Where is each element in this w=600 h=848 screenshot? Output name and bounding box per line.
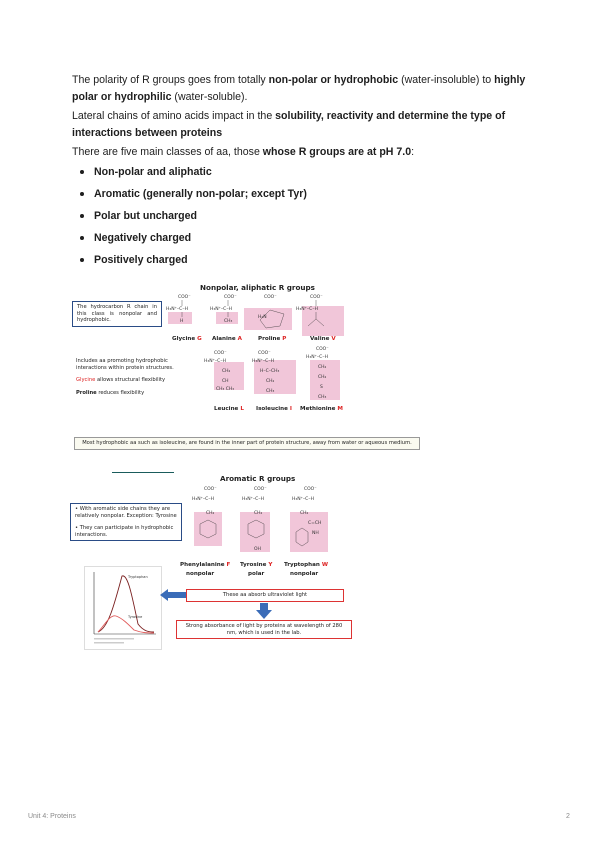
list-item: Aromatic (generally non-polar; except Tyr) xyxy=(72,186,307,208)
svg-text:CH₂: CH₂ xyxy=(266,379,275,384)
hydrophobic-note: Most hydrophobic aa such as isoleucine, are found in the inner part of protein structure, away from water or aqueous medium. xyxy=(74,437,420,450)
text: There are five main classes of aa, those xyxy=(72,146,263,158)
aa-classes-list xyxy=(72,164,307,274)
svg-text:OH: OH xyxy=(254,547,261,552)
aa-name: Proline xyxy=(258,336,281,342)
glycine-note: allows structural flexibility xyxy=(95,377,166,384)
svg-text:COO⁻: COO⁻ xyxy=(178,295,191,300)
phenylalanine-label xyxy=(180,562,230,568)
aa-name: Tryptophan xyxy=(284,562,320,568)
aa-name: Glycine xyxy=(172,336,196,342)
glycine-flex-note xyxy=(76,377,194,384)
aa-code: A xyxy=(237,336,242,342)
svg-text:CH₃: CH₃ xyxy=(266,389,275,394)
text: (water-soluble). xyxy=(171,91,248,103)
leucine-label xyxy=(214,406,244,412)
aa-code: P xyxy=(282,336,287,342)
proline-label xyxy=(258,336,286,342)
svg-text:CH₃: CH₃ xyxy=(318,395,327,400)
aromatic-structures xyxy=(180,484,340,564)
aromatic-side-notes xyxy=(70,503,182,541)
alanine-label xyxy=(212,336,242,342)
svg-text:CH₂: CH₂ xyxy=(318,375,327,380)
svg-text:CH: CH xyxy=(222,379,229,384)
aa-code: W xyxy=(321,562,328,568)
valine-label xyxy=(310,336,336,342)
divider-line xyxy=(112,472,174,473)
tyrosine-polarity: polar xyxy=(248,571,265,577)
svg-text:H₃N⁺–C–H: H₃N⁺–C–H xyxy=(292,497,314,502)
text: Lateral chains of amino acids impact in the xyxy=(72,110,276,122)
svg-text:H₃N⁺–C–H: H₃N⁺–C–H xyxy=(210,307,232,312)
bold-text: solubility, reactivity and determine the type of interactions between proteins xyxy=(72,110,506,139)
svg-text:CH₂: CH₂ xyxy=(300,511,309,516)
methionine-label xyxy=(300,406,343,412)
svg-text:COO⁻: COO⁻ xyxy=(304,487,317,492)
svg-text:COO⁻: COO⁻ xyxy=(264,295,277,300)
aa-code: V xyxy=(331,336,336,342)
isoleucine-label xyxy=(256,406,292,412)
text: The polarity of R groups goes from totally xyxy=(72,74,269,86)
aa-code: L xyxy=(240,406,244,412)
svg-text:COO⁻: COO⁻ xyxy=(258,351,271,356)
aa-name: Leucine xyxy=(214,406,239,412)
aa-name: Methionine xyxy=(300,406,336,412)
svg-text:CH₂: CH₂ xyxy=(254,511,263,516)
bold-text: whose R groups are at pH 7.0 xyxy=(262,146,412,158)
caption-line xyxy=(94,642,124,644)
aa-code: I xyxy=(289,406,293,412)
aa-name: Isoleucine xyxy=(256,406,288,412)
text: : xyxy=(411,146,415,158)
svg-text:COO⁻: COO⁻ xyxy=(316,347,329,352)
svg-text:H₃N⁺–C–H: H₃N⁺–C–H xyxy=(296,307,318,312)
aa-code: G xyxy=(197,336,202,342)
absorbance-note: Strong absorbance of light by proteins at wavelength of 280 nm, which is used in the lab. xyxy=(176,620,352,639)
list-item: Negatively charged xyxy=(72,230,307,252)
absorbance-graph xyxy=(84,566,162,650)
glycine-word: Glycine xyxy=(76,377,96,384)
graph-frame xyxy=(85,567,162,650)
intro-paragraph-3 xyxy=(72,144,532,161)
proline-flex-note xyxy=(76,390,194,397)
intro-paragraph-1 xyxy=(72,72,532,106)
svg-text:H₃N⁺–C–H: H₃N⁺–C–H xyxy=(242,497,264,502)
down-arrow-icon xyxy=(256,603,272,619)
tryptophan-label xyxy=(284,562,328,568)
svg-text:H₃N⁺–C–H: H₃N⁺–C–H xyxy=(306,355,328,360)
svg-text:COO⁻: COO⁻ xyxy=(224,295,237,300)
side-note-2-text: They can participate in hydrophobic interactions. xyxy=(75,525,174,538)
hydrocarbon-note: The hydrocarbon R chain in this class is nonpolar and hydrophobic. xyxy=(72,301,162,327)
caption-line xyxy=(94,638,134,640)
aa-code: M xyxy=(337,406,343,412)
svg-text:CH₃ CH₃: CH₃ CH₃ xyxy=(216,387,235,392)
phenylalanine-polarity: nonpolar xyxy=(186,571,215,577)
svg-text:H₃N⁺–C–H: H₃N⁺–C–H xyxy=(204,359,226,364)
proline-word: Proline xyxy=(76,389,97,396)
svg-text:COO⁻: COO⁻ xyxy=(310,295,323,300)
aa-code: Y xyxy=(268,562,273,568)
fig2-title: Aromatic R groups xyxy=(220,474,296,483)
svg-text:H: H xyxy=(180,319,184,324)
svg-text:S: S xyxy=(320,385,323,390)
left-arrow-icon xyxy=(160,588,188,602)
bold-text: highly polar or hydrophilic xyxy=(72,74,526,103)
svg-text:CH₂: CH₂ xyxy=(318,365,327,370)
uv-note: These aa absorb ultraviolet light xyxy=(186,589,344,602)
text: (water-insoluble) to xyxy=(398,74,495,86)
aa-name: Tyrosine xyxy=(240,562,267,568)
svg-text:CH₂: CH₂ xyxy=(206,511,215,516)
aa-name: Phenylalanine xyxy=(180,562,225,568)
svg-text:H₃N⁺–C–H: H₃N⁺–C–H xyxy=(252,359,274,364)
svg-text:C=CH: C=CH xyxy=(308,521,322,526)
page-number: 2 xyxy=(566,813,570,820)
glycine-label xyxy=(172,336,202,342)
tyrosine-label xyxy=(240,562,272,568)
interaction-note: Includes aa promoting hydrophobic interactions within protein structures. xyxy=(76,358,174,371)
svg-text:NH: NH xyxy=(312,531,319,536)
intro-paragraph-2 xyxy=(72,108,532,142)
list-item: Non-polar and aliphatic xyxy=(72,164,307,186)
legend-tyrosine: Tyrosine xyxy=(128,615,143,619)
svg-text:H–C–CH₃: H–C–CH₃ xyxy=(260,369,280,374)
tryptophan-polarity: nonpolar xyxy=(290,571,319,577)
aa-code: F xyxy=(226,562,231,568)
footer-unit: Unit 4: Proteins xyxy=(28,813,76,820)
svg-text:H₃N⁺–C–H: H₃N⁺–C–H xyxy=(192,497,214,502)
aa-name: Valine xyxy=(310,336,330,342)
svg-text:H₂N: H₂N xyxy=(258,315,267,320)
svg-text:COO⁻: COO⁻ xyxy=(254,487,267,492)
side-note-1: • With aromatic side chains they are relatively nonpolar. Exception: Tyrosine xyxy=(75,506,177,519)
list-item: Polar but uncharged xyxy=(72,208,307,230)
svg-text:CH₃: CH₃ xyxy=(224,319,233,324)
svg-text:H₃N⁺–C–H: H₃N⁺–C–H xyxy=(166,307,188,312)
legend-tryptophan: Tryptophan xyxy=(128,575,148,579)
fig1-title: Nonpolar, aliphatic R groups xyxy=(200,283,315,292)
side-note-1-text: With aromatic side chains they are relatively nonpolar. Exception: Tyrosine xyxy=(75,506,177,519)
svg-text:CH₂: CH₂ xyxy=(222,369,231,374)
svg-text:COO⁻: COO⁻ xyxy=(204,487,217,492)
bold-text: non-polar or hydrophobic xyxy=(268,74,399,86)
interaction-notes xyxy=(76,358,194,396)
side-note-2: • They can participate in hydrophobic interactions. xyxy=(75,525,174,538)
list-item: Positively charged xyxy=(72,252,307,274)
proline-note: reduces flexibility xyxy=(96,389,145,396)
aa-name: Alanine xyxy=(212,336,236,342)
svg-text:COO⁻: COO⁻ xyxy=(214,351,227,356)
